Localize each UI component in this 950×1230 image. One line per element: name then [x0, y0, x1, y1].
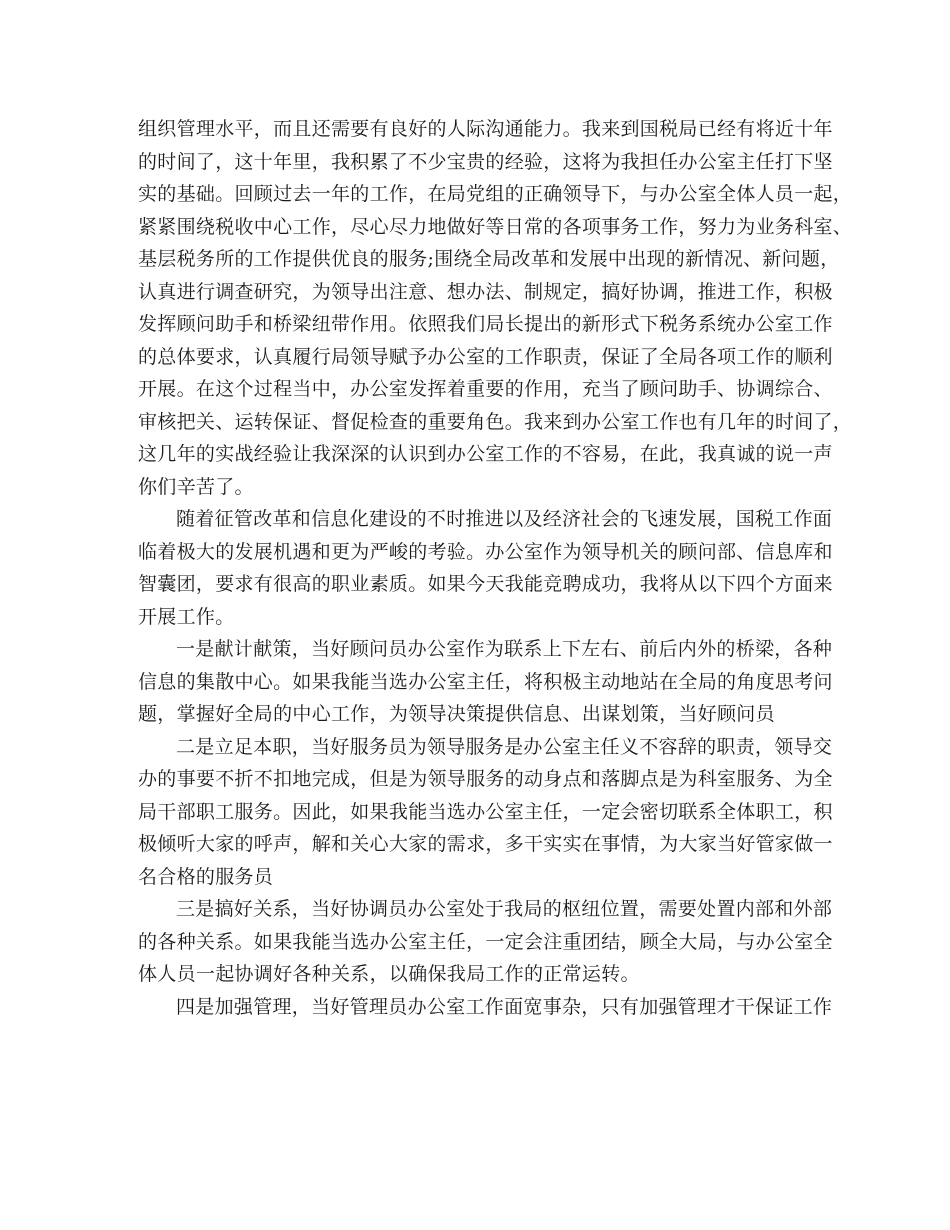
text-line: 题，掌握好全局的中心工作，为领导决策提供信息、出谋划策，当好顾问员: [138, 703, 775, 725]
paragraph-first-line: 一是献计献策，当好顾问员办公室作为联系上下左右、前后内外的桥梁，各种: [176, 638, 833, 660]
paragraph-first-line: 四是加强管理，当好管理员办公室工作面宽事杂，只有加强管理才干保证工作: [176, 995, 833, 1018]
text-line: 临着极大的发展机遇和更为严峻的考验。办公室作为领导机关的顾问部、信息库和: [138, 540, 833, 563]
text-line: 的各种关系。如果我能当选办公室主任，一定会注重团结，顾全大局，与办公室全: [138, 930, 833, 953]
text-line: 开展。在这个过程当中，办公室发挥着重要的作用，充当了顾问助手、协调综合、: [138, 378, 833, 400]
text-line: 体人员一起协调好各种关系，以确保我局工作的正常运转。: [138, 963, 640, 985]
text-line: 这几年的实战经验让我深深的认识到办公室工作的不容易，在此，我真诚的说一声: [138, 443, 833, 465]
document-body: [138, 113, 853, 1023]
text-line: 名合格的服务员: [138, 865, 274, 888]
text-line: 你们辛苦了。: [138, 475, 254, 498]
paragraph-first-line: 三是搞好关系，当好协调员办公室处于我局的枢纽位置，需要处置内部和外部: [176, 898, 833, 920]
text-line: 的时间了，这十年里，我积累了不少宝贵的经验，这将为我担任办公室主任打下坚: [138, 150, 833, 173]
text-line: 开展工作。: [138, 605, 235, 628]
paragraph-first-line: 随着征管改革和信息化建设的不时推进以及经济社会的飞速发展，国税工作面: [176, 508, 833, 530]
text-line: 组织管理水平，而且还需要有良好的人际沟通能力。我来到国税局已经有将近十年: [138, 118, 833, 140]
text-line: 信息的集散中心。如果我能当选办公室主任，将积极主动地站在全局的角度思考问: [138, 670, 833, 693]
paragraph-first-line: 二是立足本职，当好服务员为领导服务是办公室主任义不容辞的职责，领导交: [176, 735, 833, 758]
text-line: 办的事要不折不扣地完成，但是为领导服务的动身点和落脚点是为科室服务、为全: [138, 768, 833, 790]
text-line: 局干部职工服务。因此，如果我能当选办公室主任，一定会密切联系全体职工，积: [138, 800, 833, 823]
text-line: 实的基础。回顾过去一年的工作，在局党组的正确领导下，与办公室全体人员一起，: [138, 183, 853, 205]
text-line: 发挥顾问助手和桥梁纽带作用。依照我们局长提出的新形式下税务系统办公室工作: [138, 313, 833, 335]
text-line: 的总体要求，认真履行局领导赋予办公室的工作职责，保证了全局各项工作的顺利: [138, 345, 833, 368]
text-line: 认真进行调查研究，为领导出注意、想办法、制规定，搞好协调，推进工作，积极: [138, 280, 833, 303]
text-line: 审核把关、运转保证、督促检查的重要角色。我来到办公室工作也有几年的时间了，: [138, 410, 853, 433]
text-line: 紧紧围绕税收中心工作，尽心尽力地做好等日常的各项事务工作，努力为业务科室、: [138, 215, 853, 238]
text-line: 基层税务所的工作提供优良的服务;围绕全局改革和发展中出现的新情况、新问题，: [138, 248, 840, 270]
text-line: 极倾听大家的呼声，解和关心大家的需求，多干实实在事情，为大家当好管家做一: [138, 833, 833, 855]
text-line: 智囊团，要求有很高的职业素质。如果今天我能竞聘成功，我将从以下四个方面来: [138, 573, 833, 595]
